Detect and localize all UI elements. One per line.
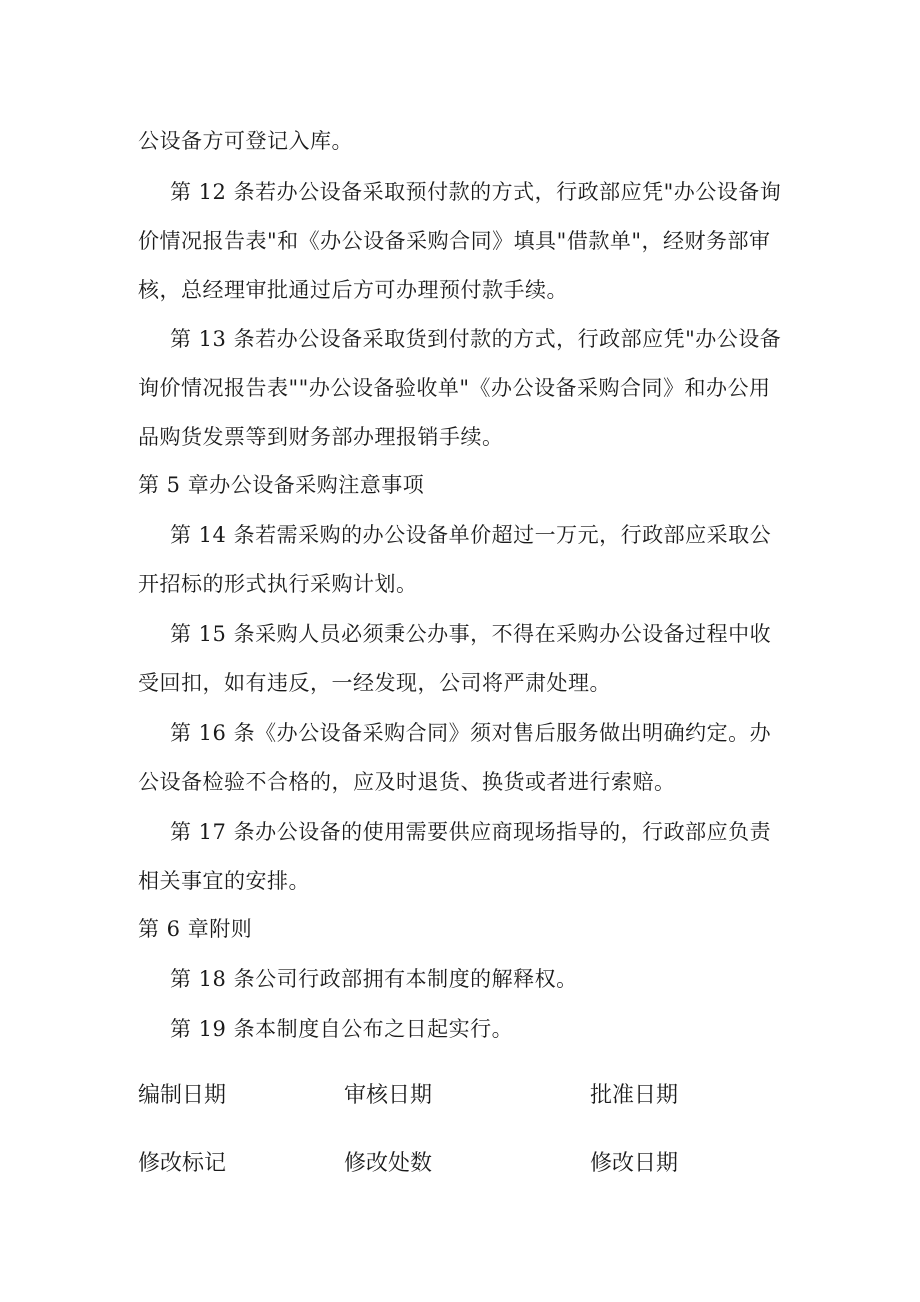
signature-row-2	[138, 1146, 838, 1180]
article-13-line-1: 第 13 条若办公设备采取货到付款的方式，行政部应凭"办公设备	[170, 327, 782, 351]
article-14-line-2: 开招标的形式执行采购计划。	[138, 572, 418, 596]
text-line: 公设备方可登记入库。	[138, 129, 353, 153]
article-19-line: 第 19 条本制度自公布之日起实行。	[170, 1017, 514, 1041]
article-16-line-1: 第 16 条《办公设备采购合同》须对售后服务做出明确约定。办	[170, 721, 772, 745]
article-15-line-1: 第 15 条采购人员必须秉公办事，不得在采购办公设备过程中收	[170, 622, 772, 646]
revision-date-label: 修改日期	[590, 1151, 679, 1176]
review-date-label: 审核日期	[344, 1083, 433, 1108]
chapter-5-heading: 第 5 章办公设备采购注意事项	[138, 473, 425, 497]
article-14-line-1: 第 14 条若需采购的办公设备单价超过一万元，行政部应采取公	[170, 523, 772, 547]
article-13-line-2: 询价情况报告表""办公设备验收单"《办公设备采购合同》和办公用	[138, 376, 771, 400]
article-17-line-1: 第 17 条办公设备的使用需要供应商现场指导的，行政部应负责	[170, 820, 772, 844]
revision-mark-label: 修改标记	[138, 1151, 227, 1176]
signature-row-1	[138, 1078, 838, 1112]
prepared-date-label: 编制日期	[138, 1083, 227, 1108]
approval-date-label: 批准日期	[590, 1083, 679, 1108]
article-12-line-2: 价情况报告表"和《办公设备采购合同》填具"借款单"，经财务部审	[138, 229, 771, 253]
article-13-line-3: 品购货发票等到财务部办理报销手续。	[138, 425, 504, 449]
article-15-line-2: 受回扣，如有违反，一经发现，公司将严肃处理。	[138, 671, 611, 695]
article-18-line: 第 18 条公司行政部拥有本制度的解释权。	[170, 967, 578, 991]
chapter-6-heading: 第 6 章附则	[138, 917, 253, 941]
article-16-line-2: 公设备检验不合格的，应及时退货、换货或者进行索赔。	[138, 770, 676, 794]
article-12-line-3: 核，总经理审批通过后方可办理预付款手续。	[138, 278, 568, 302]
article-17-line-2: 相关事宜的安排。	[138, 869, 310, 893]
article-12-line-1: 第 12 条若办公设备采取预付款的方式，行政部应凭"办公设备询	[170, 180, 782, 204]
revision-count-label: 修改处数	[344, 1151, 433, 1176]
